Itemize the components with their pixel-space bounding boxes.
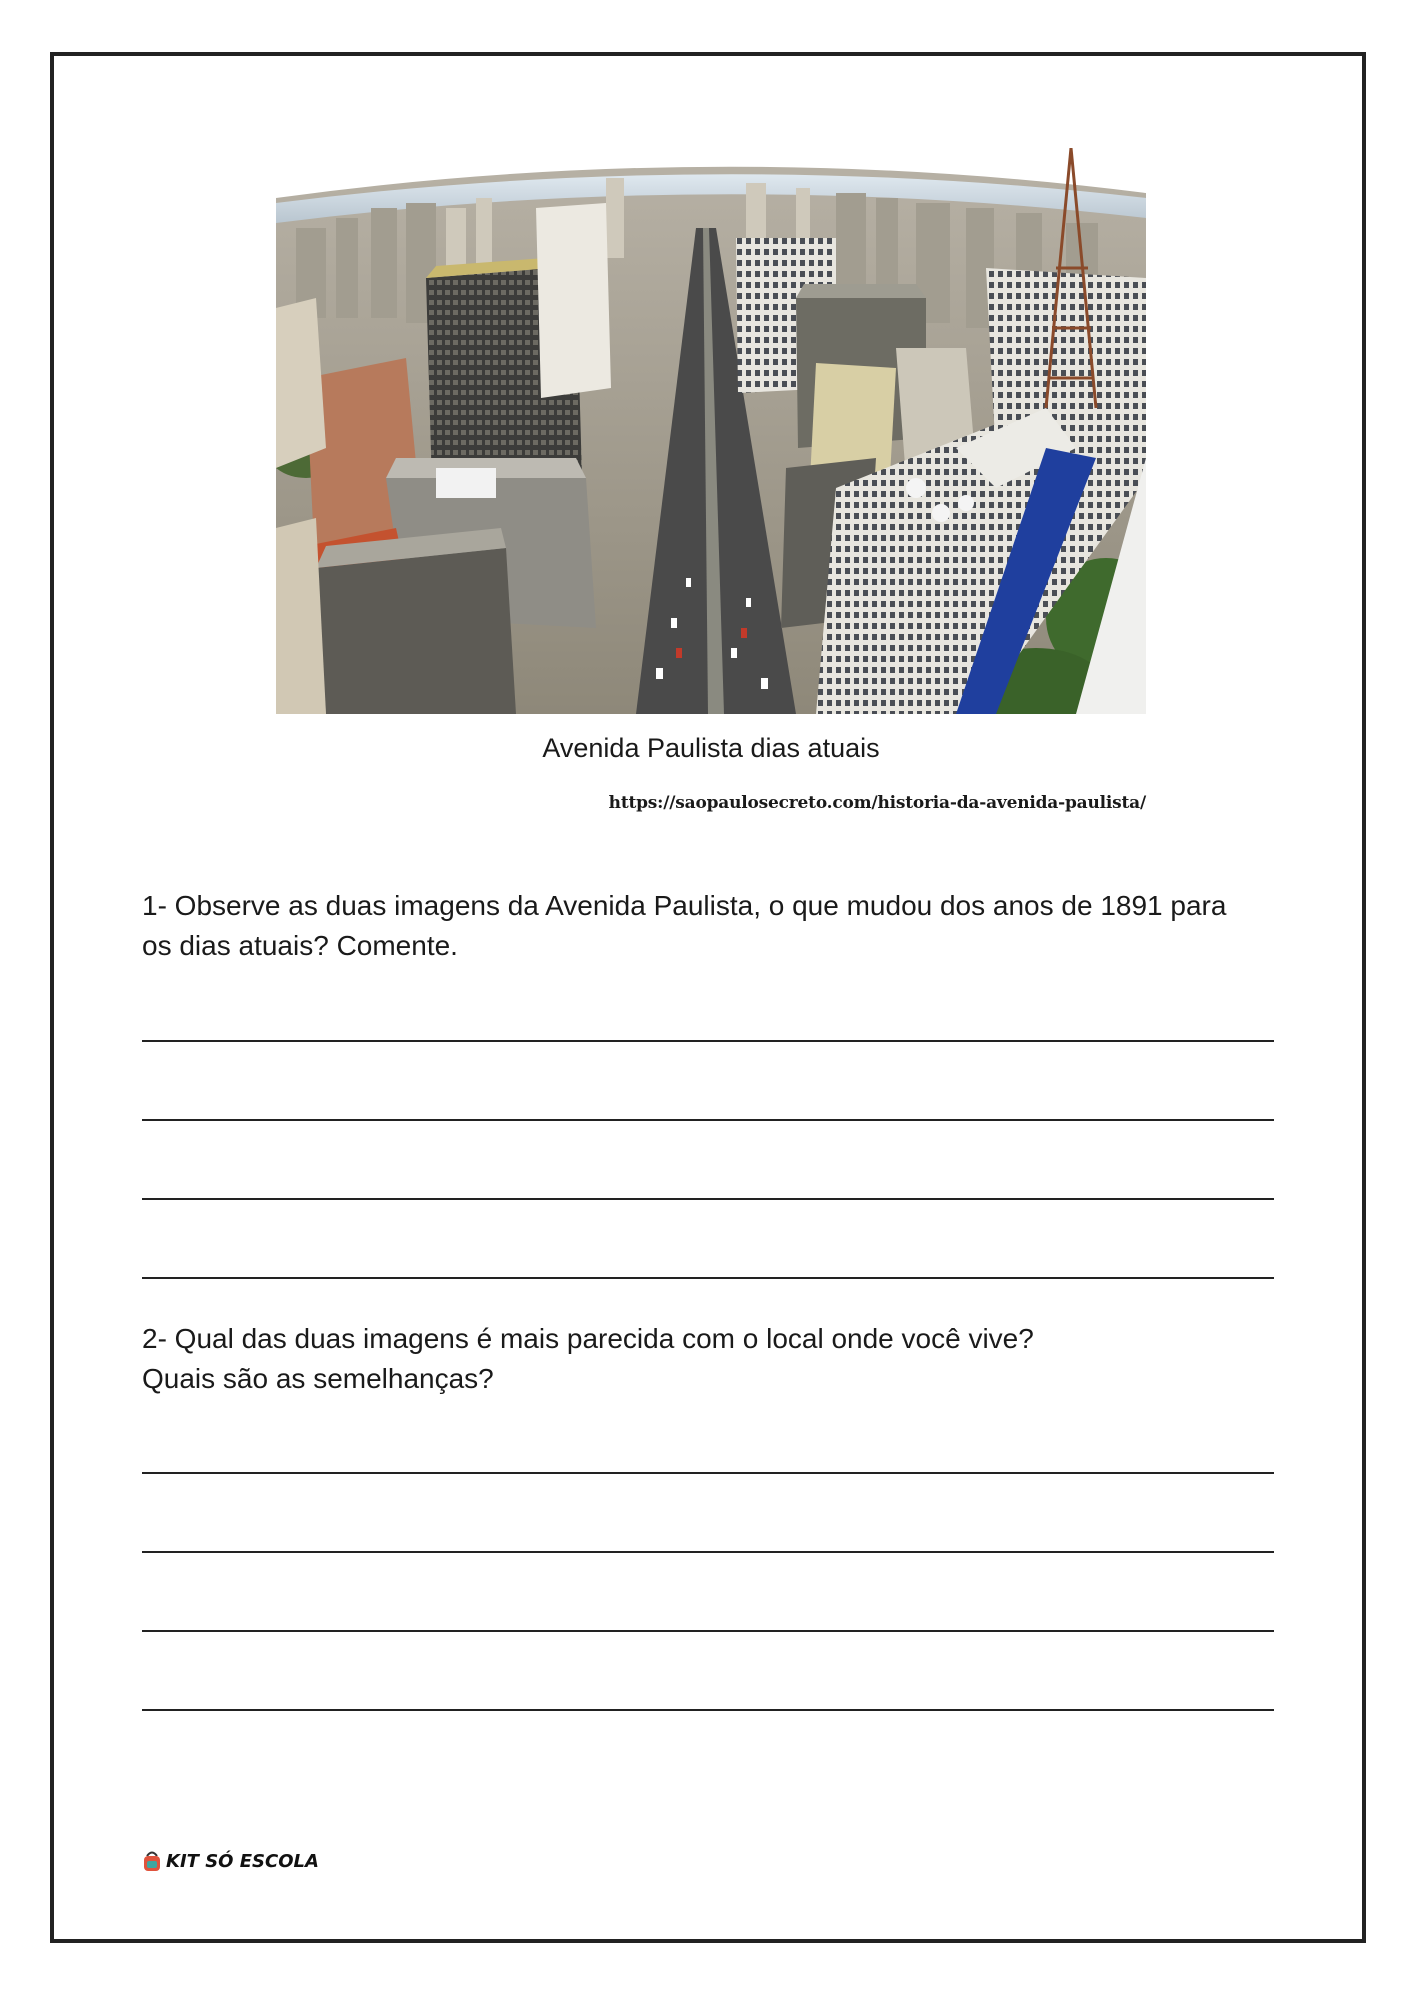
answer-line[interactable] [142, 1630, 1274, 1632]
avenida-paulista-photo [276, 148, 1146, 714]
source-url[interactable]: https://saopaulosecreto.com/historia-da-avenida-paulista/ [608, 793, 1146, 813]
photo-caption: Avenida Paulista dias atuais [542, 733, 880, 763]
answer-line[interactable] [142, 1277, 1274, 1279]
answer-line[interactable] [142, 1119, 1274, 1121]
answer-line[interactable] [142, 1709, 1274, 1711]
answer-line[interactable] [142, 1551, 1274, 1553]
question-1-line-1: 1- Observe as duas imagens da Avenida Paulista, o que mudou dos anos de 1891 para [142, 890, 1227, 921]
brand-logo [142, 1850, 319, 1872]
question-1-line-2: os dias atuais? Comente. [142, 930, 458, 961]
school-bag-icon [142, 1850, 162, 1872]
question-2 [142, 1319, 1282, 1399]
question-2-line-2: Quais são as semelhanças? [142, 1363, 494, 1394]
brand-label: KIT SÓ ESCOLA [166, 1850, 319, 1872]
answer-line[interactable] [142, 1198, 1274, 1200]
answer-line[interactable] [142, 1040, 1274, 1042]
question-1 [142, 886, 1282, 966]
answer-line[interactable] [142, 1472, 1274, 1474]
aerial-city-avenue-photo [276, 148, 1146, 714]
question-2-line-1: 2- Qual das duas imagens é mais parecida com o local onde você vive? [142, 1323, 1034, 1354]
